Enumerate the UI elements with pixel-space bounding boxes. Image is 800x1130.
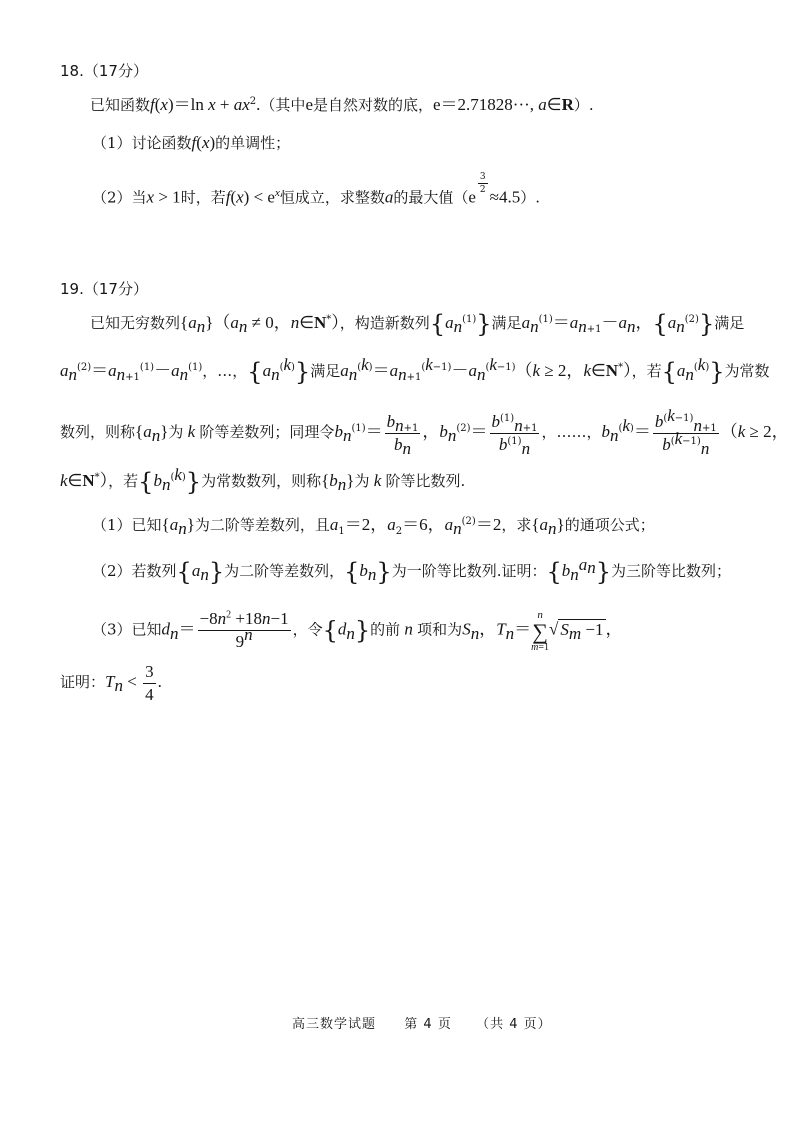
question-18-part-2: （2）当x > 1时，若$f(x) < e^x$恒成立，求整数a的最大值（e $^{\frac{3}{2}}$ ≈4.5）. — [92, 172, 541, 207]
question-18-heading: 18.（17分） — [60, 62, 148, 80]
question-18-part-1: （1）讨论函数f(x)的单调性； — [92, 133, 291, 152]
footer-title: 高三数学试题 — [292, 1017, 377, 1032]
question-19-heading: 19.（17分） — [60, 280, 148, 298]
question-19-line-3: 数列，则称$\{a_n\}$为 k 阶等差数列；同理令$b_n^{(1)}=$ $\frac{b_{n+1}}{b_n}$ ，$b_n^{(2)}=$ $\frac{b^{(1)}_{n+1}}{b^{(1)}_n}$ ，……，$b_n^{(k)}=$ $\frac{b^{(k-1)}_{n+1}}{b^{(k-1)}_n}$ （k ≥ 2， — [60, 406, 789, 458]
question-19-part-1: （1）已知$\{a_n\}$为二阶等差数列，且$a_1=2$，$a_2=6$，$a_n^{(2)}=2$，求$\{a_n\}$的通项公式； — [92, 515, 655, 538]
question-19-line-4: k∈N*），若$\{b_n^{(k)}\}$为常数数列，则称$\{b_n\}$为 k 阶等比数列. — [60, 465, 466, 496]
question-19-proof-goal: 证明：$T_n$ < $\frac{3}{4}$ . — [60, 662, 162, 704]
footer-page-total: （共 4 页） — [476, 1017, 552, 1032]
question-18-given: 已知函数f(x)＝ln $x + ax^2$.（其中e是自然对数的底，e＝2.71828···, a∈R）. — [90, 95, 594, 114]
question-19-part-3: （3）已知$d_n=$ $\frac{-8n^2 +18n-1}{9^n}$ ，令$\{d_n\}$的前 n 项和为$S_n$，$T_n=$ n ∑ m=1 √ $S_m -1$ ， — [92, 609, 623, 653]
footer-page-number: 第 4 页 — [404, 1017, 452, 1032]
question-19-line-2: $a_n^{(2)}=a_{n+1}^{(1)}-a_n^{(1)}$，…，$\{a_n^{(k)}\}$满足$a_n^{(k)}=a_{n+1}^{(k-1)}-a_n^{(k-1)}(k \ge 2$，k∈N*），若$\{a_n^{(k)}\}$为常数 — [60, 355, 770, 386]
question-19-part-2: （2）若数列$\{a_n\}$为二阶等差数列，$\{b_n\}$为一阶等比数列.证明：$\{b_n^{a_n}\}$为三阶等比数列； — [92, 555, 732, 586]
question-19-line-1: 已知无穷数列$\{a_n\}(a_n \ne 0$，n∈N*），构造新数列$\{a_n^{(1)}\}$满足$a_n^{(1)}=a_{n+1}-a_n$，$\{a_n^{(2)}\}$满足 — [90, 310, 745, 338]
page-footer — [292, 1018, 552, 1031]
